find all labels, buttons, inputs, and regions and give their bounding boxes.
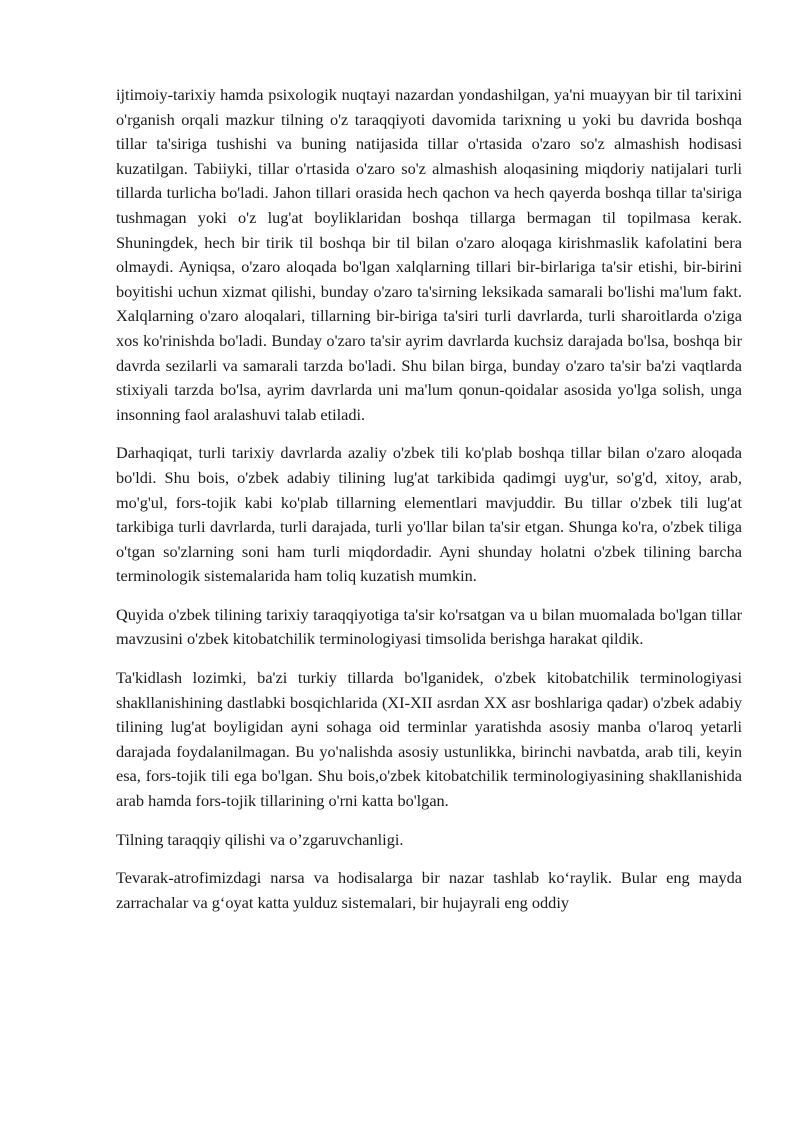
- section-heading: Tilning taraqqiy qilishi va o’zgaruvchanligi.: [116, 829, 404, 849]
- paragraph-1: ijtimoiy-tarixiy hamda psixologik nuqtayi nazardan yondashilgan, ya'ni muayyan bir til tarixini o'rganish orqali mazkur tilning o'z taraqqiyoti davomida tarixning u yoki bu davrida boshqa tillar ta'siriga tushishi va buning natijasida tillar o'rtasida o'zaro so'z almashish hodisasi kuzatilgan. Tabiiyki, tillar o'rtasida o'zaro so'z almashish aloqasining miqdoriy natijalari turli tillarda turlicha bo'ladi. Jahon tillari orasida hech qachon va hech qayerda boshqa tillar ta'siriga tushmagan yoki o'z lug'at boyliklaridan boshqa tillarga bermagan til topilmasa kerak. Shuningdek, hech bir tirik til boshqa bir til bilan o'zaro aloqaga kirishmaslik kafolatini bera olmaydi. Ayniqsa, o'zaro aloqada bo'lgan xalqlarning tillari bir-birlariga ta'sir etishi, bir-birini boyitishi uchun xizmat qilishi, bunday o'zaro ta'sirning leksikada samarali bo'lishi ma'lum fakt. Xalqlarning o'zaro aloqalari, tillarning bir-biriga ta'siri turli davrlarda, turli sharoitlarda o'ziga xos ko'rinishda bo'ladi. Bunday o'zaro ta'sir ayrim davrlarda kuchsiz darajada bo'lsa, boshqa bir davrda sezilarli va samarali tarzda bo'ladi. Shu bilan birga, bunday o'zaro ta'sir ba'zi vaqtlarda stixiyali tarzda bo'lsa, ayrim davrlarda uni ma'lum qonun-qoidalar asosida yo'lga solish, unga insonning faol aralashuvi talab etiladi.: [116, 85, 742, 424]
- paragraph-3: Quyida o'zbek tilining tarixiy taraqqiyotiga ta'sir ko'rsatgan va u bilan muomalada bo'lgan tillar mavzusini o'zbek kitobatchilik terminologiyasi timsolida berishga harakat qildik.: [116, 604, 742, 649]
- paragraph-4: Ta'kidlash lozimki, ba'zi turkiy tillarda bo'lganidek, o'zbek kitobatchilik terminologiyasi shakllanishining dastlabki bosqichlarida (XI-XII asrdan XX asr boshlariga qadar) o'zbek adabiy tilining lug'at boyligidan ayni sohaga oid terminlar yaratishda asosiy manba o'laroq yetarli darajada foydalanilmagan. Bu yo'nalishda asosiy ustunlikka, birinchi navbatda, arab tili, keyin esa, fors-tojik tili ega bo'lgan. Shu bois,o'zbek kitobatchilik terminologiyasining shakllanishida arab hamda fors-tojik tillarining o'rni katta bo'lgan.: [116, 668, 742, 811]
- paragraph-5: Tevarak-atrofimizdagi narsa va hodisalarga bir nazar tashlab ko‘raylik. Bular eng mayda zarrachalar va g‘oyat katta yulduz sistemalari, bir hujayrali eng oddiy: [116, 868, 742, 912]
- paragraph-2: Darhaqiqat, turli tarixiy davrlarda azaliy o'zbek tili ko'plab boshqa tillar bilan o'zaro aloqada bo'ldi. Shu bois, o'zbek adabiy tilining lug'at tarkibida qadimgi uyg'ur, so'g'd, xitoy, arab, mo'g'ul, fors-tojik kabi ko'plab tillarning elementlari mavjuddir. Bu tillar o'zbek tili lug'at tarkibiga turli davrlarda, turli darajada, turli yo'llar bilan ta'sir etgan. Shunga ko'ra, o'zbek tiliga o'tgan so'zlarning soni ham turli miqdordadir. Ayni shunday holatni o'zbek tilining barcha terminologik sistemalarida ham toliq kuzatish mumkin.: [116, 443, 742, 586]
- document-body: [116, 83, 742, 915]
